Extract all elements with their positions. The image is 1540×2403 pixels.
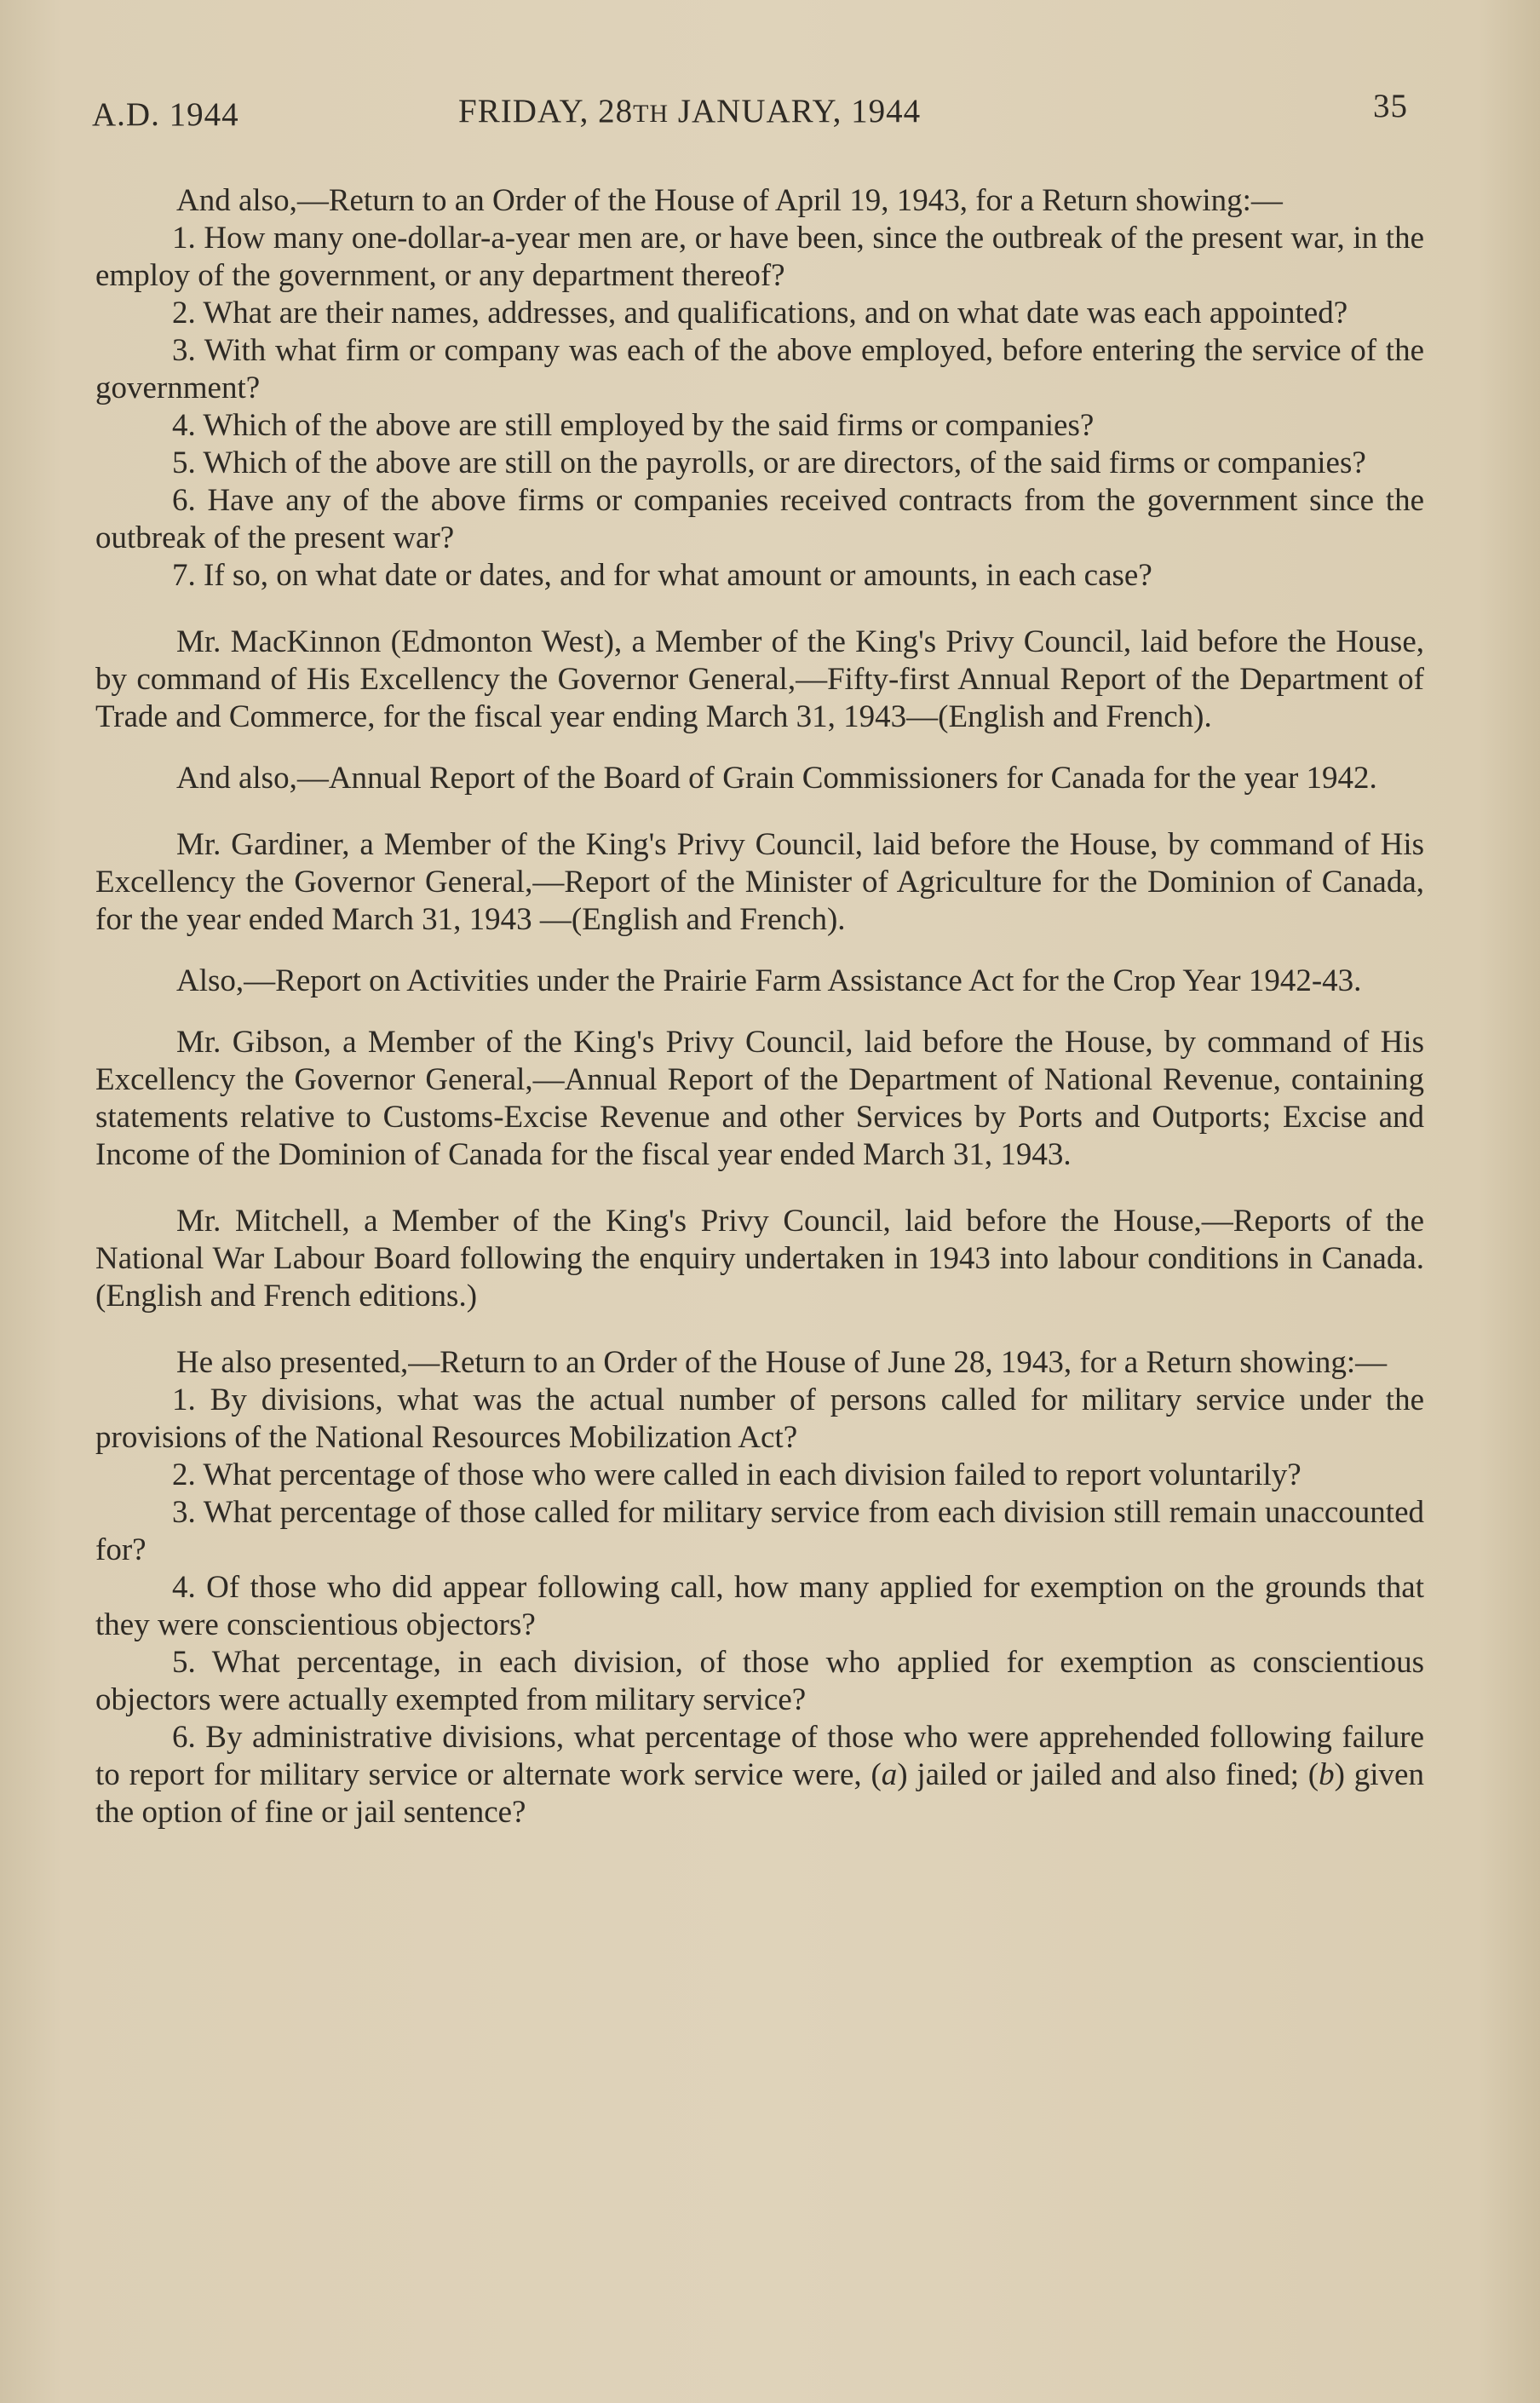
paragraph-grain-commissioners: And also,—Annual Report of the Board of Grain Commissioners for Canada for the year 1942.	[176, 761, 1377, 796]
return-item: 2. What are their names, addresses, and qualifications, and on what date was each appointed?	[172, 296, 1348, 331]
paragraph-mitchell: Mr. Mitchell, a Member of the King's Privy Council, laid before the House,—Reports of the National War Labour Board following the enquiry undertaken in 1943 into labour conditions in Canada. (English and French editions.)	[95, 1204, 1424, 1314]
paragraph-prairie-farm: Also,—Report on Activities under the Prairie Farm Assistance Act for the Crop Year 1942-43.	[176, 963, 1362, 998]
return-item: 5. What percentage, in each division, of those who applied for exemption as conscientious objectors were actually exempted from military service?	[95, 1645, 1424, 1717]
return-item-last: 6. By administrative divisions, what percentage of those who were apprehended following failure to report for military service or alternate work service were, (a) jailed or jailed and also fined; (b) given the option of fine or jail sentence?	[95, 1720, 1424, 1830]
return-item: 3. With what firm or company was each of the above employed, before entering the service of the government?	[95, 333, 1424, 405]
return-intro: He also presented,—Return to an Order of the House of June 28, 1943, for a Return showing:—	[176, 1345, 1388, 1380]
header-date-suffix: TH	[633, 100, 669, 128]
page-number: 35	[1373, 88, 1408, 124]
return-item: 5. Which of the above are still on the payrolls, or are directors, of the said firms or companies?	[172, 446, 1366, 480]
return-item: 1. How many one-dollar-a-year men are, or have been, since the outbreak of the present war, in the employ of the government, or any department thereof?	[95, 221, 1424, 293]
return-item: 2. What percentage of those who were called in each division failed to report voluntarily?	[172, 1457, 1302, 1492]
page-header	[92, 87, 1408, 138]
header-date-day: FRIDAY, 28	[458, 93, 634, 129]
header-date-month: JANUARY, 1944	[669, 93, 922, 129]
return-item: 4. Which of the above are still employed by the said firms or companies?	[172, 408, 1095, 443]
return-item: 1. By divisions, what was the actual number of persons called for military service under the provisions of the National Resources Mobilization Act?	[95, 1383, 1424, 1455]
page-body	[95, 182, 1424, 1831]
return-item: 7. If so, on what date or dates, and for what amount or amounts, in each case?	[172, 558, 1152, 593]
return-item: 6. Have any of the above firms or companies received contracts from the government since the outbreak of the present war?	[95, 483, 1424, 555]
return-item: 3. What percentage of those called for military service from each division still remain unaccounted for?	[95, 1495, 1424, 1567]
return-item: 4. Of those who did appear following call, how many applied for exemption on the grounds that they were conscientious objectors?	[95, 1570, 1424, 1642]
return-intro: And also,—Return to an Order of the House of April 19, 1943, for a Return showing:—	[176, 183, 1283, 218]
paragraph-gardiner: Mr. Gardiner, a Member of the King's Privy Council, laid before the House, by command of His Excellency the Governor General,—Report of the Minister of Agriculture for the Dominion of Canada, for the year ended March 31, 1943 —(English and French).	[95, 827, 1424, 937]
header-year: A.D. 1944	[92, 96, 239, 133]
header-date	[458, 92, 921, 130]
paragraph-mackinnon: Mr. MacKinnon (Edmonton West), a Member of the King's Privy Council, laid before the House, by command of His Excellency the Governor General,—Fifty-first Annual Report of the Department of Trade and Commerce, for the fiscal year ending March 31, 1943—(English and French).	[95, 624, 1424, 734]
paragraph-gibson: Mr. Gibson, a Member of the King's Privy Council, laid before the House, by command of His Excellency the Governor General,—Annual Report of the Department of National Revenue, containing statements relative to Customs-Excise Revenue and other Services by Ports and Outports; Excise and Income of the Dominion of Canada for the fiscal year ended March 31, 1943.	[95, 1025, 1424, 1172]
